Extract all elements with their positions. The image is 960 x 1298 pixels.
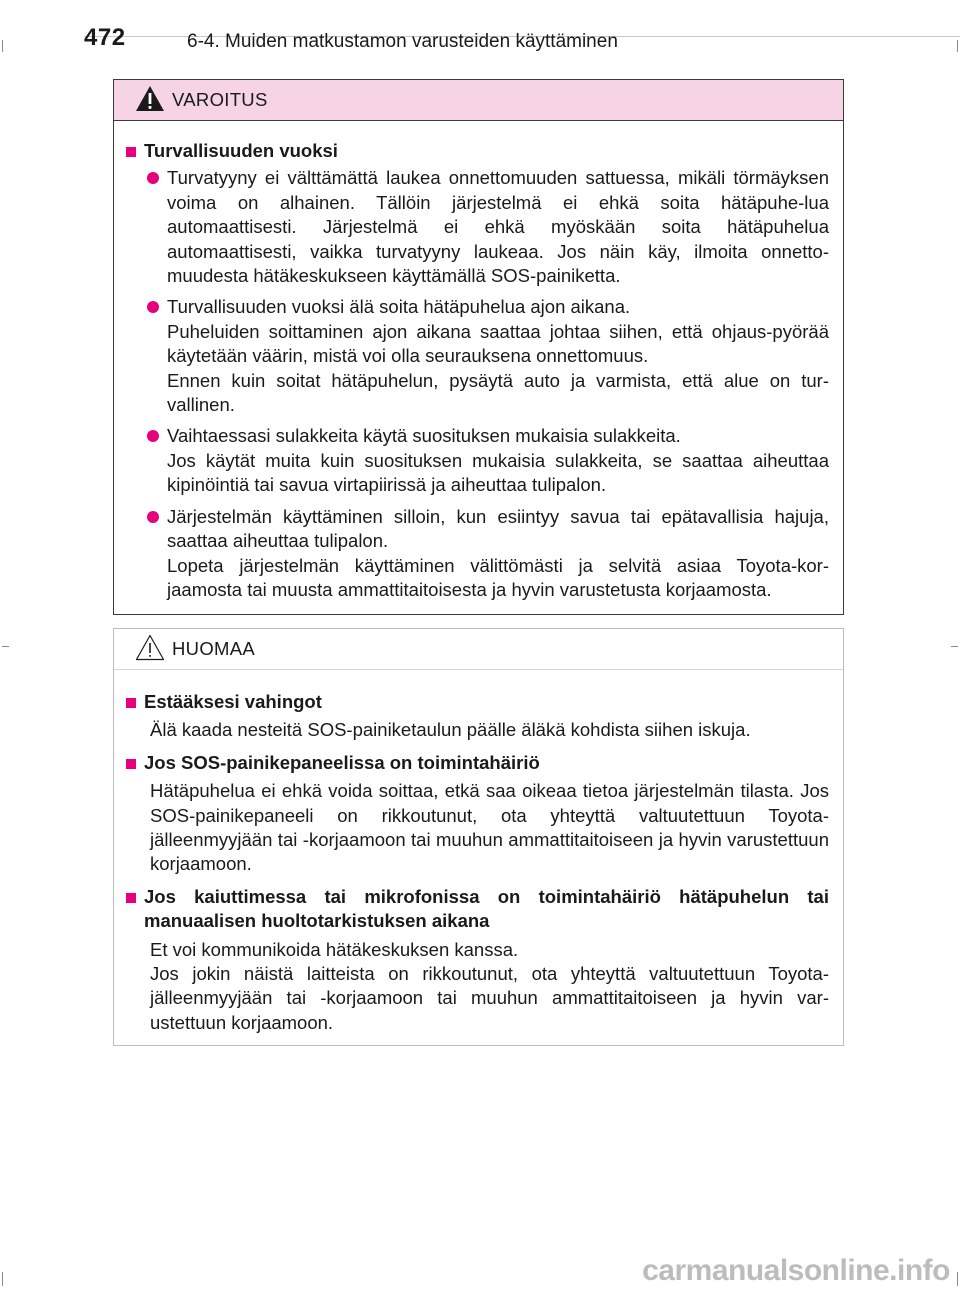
warning-body bbox=[114, 121, 843, 602]
notice-heading-text: Jos kaiuttimessa tai mikrofonissa on toimintahäiriö hätäpuhelun tai manuaalisen huoltotarkistuksen aikana bbox=[144, 885, 829, 932]
warning-paragraph: Ennen kuin soitat hätäpuhelun, pysäytä auto ja varmista, että alue on tur-vallinen. bbox=[167, 369, 829, 416]
square-bullet-icon bbox=[126, 759, 136, 769]
notice-section-body bbox=[126, 779, 829, 877]
notice-paragraph: Hätäpuhelua ei ehkä voida soittaa, etkä saa oikeaa tietoa järjestelmän tilasta. Jos SOS-painikepaneeli on rikkoutunut, ota yhteyttä valtuutettuun Toyota-jälleenmyyjään tai -korjaamoon tai muuhun ammattitaitoiseen ja hyvin varustettuun korjaamoon. bbox=[150, 780, 829, 875]
round-bullet-icon bbox=[147, 430, 159, 442]
square-bullet-icon bbox=[126, 147, 136, 157]
section-title: 6-4. Muiden matkustamon varusteiden käyttäminen bbox=[187, 31, 618, 52]
warning-item bbox=[126, 295, 829, 417]
square-bullet-icon bbox=[126, 893, 136, 903]
page-header bbox=[84, 20, 960, 60]
notice-body bbox=[114, 670, 843, 1035]
notice-section-heading bbox=[126, 690, 829, 714]
round-bullet-icon bbox=[147, 511, 159, 523]
notice-header bbox=[114, 629, 843, 670]
notice-section-heading bbox=[126, 885, 829, 934]
crop-mark bbox=[957, 1272, 958, 1286]
notice-label: HUOMAA bbox=[172, 638, 255, 659]
notice-heading-text: Jos SOS-painikepaneelissa on toimintahäiriö bbox=[144, 751, 540, 773]
notice-paragraph: Jos jokin näistä laitteista on rikkoutunut, ota yhteyttä valtuutettuun Toyota-jälleenmyyjään tai -korjaamoon tai muuhun ammattitaitoiseen ja hyvin var-ustettuun korjaamoon. bbox=[150, 963, 829, 1033]
notice-paragraph: Et voi kommunikoida hätäkeskuksen kanssa. bbox=[150, 938, 519, 960]
round-bullet-icon bbox=[147, 172, 159, 184]
warning-paragraph: Järjestelmän käyttäminen silloin, kun esiintyy savua tai epätavallisia hajuja, saattaa aiheuttaa tulipalon. bbox=[167, 505, 829, 552]
notice-paragraph: Älä kaada nesteitä SOS-painiketaulun päälle äläkä kohdista siihen iskuja. bbox=[150, 719, 751, 741]
notice-section-body bbox=[126, 718, 829, 742]
page-number: 472 bbox=[84, 24, 126, 51]
notice-box bbox=[113, 628, 844, 1046]
crop-mark bbox=[951, 646, 958, 647]
warning-paragraph: Lopeta järjestelmän käyttäminen välittömästi ja selvitä asiaa Toyota-kor-jaamosta tai muusta ammattitaitoisesta ja hyvin varustetusta korjaamosta. bbox=[167, 554, 829, 600]
warning-heading-text: Turvallisuuden vuoksi bbox=[144, 140, 338, 161]
watermark: carmanualsonline.info bbox=[642, 1254, 950, 1287]
warning-paragraph: Jos käytät muita kuin suosituksen mukaisia sulakkeita, se saattaa aiheuttaa kipinöintiä tai savua virtapiirissä ja aiheuttaa tulipalon. bbox=[167, 449, 829, 496]
crop-mark bbox=[2, 646, 9, 647]
warning-item bbox=[126, 505, 829, 603]
crop-mark bbox=[2, 1272, 3, 1286]
crop-mark bbox=[2, 40, 3, 52]
notice-heading-text: Estääksesi vahingot bbox=[144, 691, 322, 712]
notice-section-heading bbox=[126, 751, 829, 775]
warning-item bbox=[126, 424, 829, 497]
notice-section-body bbox=[126, 938, 829, 1036]
warning-item bbox=[126, 166, 829, 288]
warning-box bbox=[113, 79, 844, 615]
warning-triangle-icon bbox=[135, 85, 165, 112]
warning-paragraph: Puheluiden soittaminen ajon aikana saattaa johtaa siihen, että ohjaus-pyörää käytetään väärin, mistä voi olla seurauksena onnettomuus. bbox=[167, 320, 829, 367]
warning-paragraph: Turvallisuuden vuoksi älä soita hätäpuhelua ajon aikana. bbox=[167, 296, 631, 318]
warning-paragraph: Turvatyyny ei välttämättä laukea onnettomuuden sattuessa, mikäli törmäyksen voima on alhainen. Tällöin järjestelmä ei ehkä soita hätäpuhe-lua automaattisesti. Järjestelmä ei ehkä myöskään soita hätäpuhelua automaattisesti, vaikka turvatyyny laukeaa. Jos näin käy, ilmoita onnetto-muudesta hätäkeskukseen käyttämällä SOS-painiketta. bbox=[167, 167, 829, 287]
warning-header bbox=[114, 80, 843, 121]
caution-triangle-icon bbox=[135, 634, 165, 661]
round-bullet-icon bbox=[147, 301, 159, 313]
warning-label: VAROITUS bbox=[172, 89, 268, 110]
warning-section-heading bbox=[126, 139, 829, 163]
square-bullet-icon bbox=[126, 698, 136, 708]
warning-paragraph: Vaihtaessasi sulakkeita käytä suosituksen mukaisia sulakkeita. bbox=[167, 425, 681, 447]
